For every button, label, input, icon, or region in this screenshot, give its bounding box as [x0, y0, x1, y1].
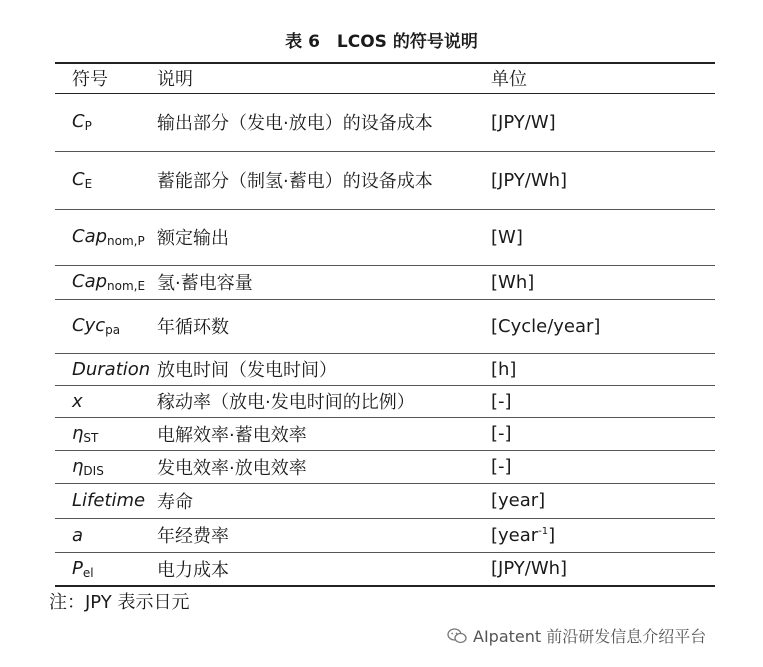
unit-cell: [-]	[491, 390, 512, 412]
header-unit: 单位	[491, 63, 715, 93]
table-row	[55, 518, 715, 552]
table-row	[55, 450, 715, 483]
table-row	[55, 209, 715, 265]
unit-cell: [W]	[491, 226, 523, 248]
description-cell: 输出部分（发电·放电）的设备成本	[157, 113, 433, 134]
symbol-cell: x	[72, 390, 83, 412]
unit-cell: [h]	[491, 358, 517, 380]
symbol-cell: Duration	[72, 358, 151, 380]
description-cell: 额定输出	[157, 228, 229, 249]
symbol-cell: Lifetime	[72, 490, 146, 511]
symbol-cell: CE	[72, 169, 93, 191]
description-cell: 寿命	[157, 491, 193, 513]
symbol-cell: Pel	[72, 557, 94, 580]
symbol-cell: ηDIS	[72, 455, 104, 478]
unit-cell: [JPY/Wh]	[491, 169, 568, 191]
watermark	[447, 624, 706, 647]
table-header-row	[55, 63, 715, 93]
description-cell: 稼动率（放电·发电时间的比例）	[157, 392, 415, 413]
header-symbol: 符号	[55, 63, 157, 93]
unit-cell: [Wh]	[491, 271, 535, 293]
wechat-icon	[447, 628, 467, 644]
symbol-cell: CP	[72, 111, 92, 133]
unit-cell: [year]	[491, 490, 546, 511]
symbol-cell: Capnom,E	[72, 271, 146, 293]
table-row	[55, 385, 715, 417]
description-cell: 电力成本	[157, 559, 229, 581]
description-cell: 放电时间（发电时间）	[157, 360, 337, 381]
table-row	[55, 552, 715, 586]
symbol-cell: a	[72, 524, 84, 546]
table-row	[55, 151, 715, 209]
watermark-text: AIpatent 前沿研发信息介绍平台	[473, 627, 707, 646]
table-note: 注：JPY 表示日元	[49, 592, 190, 613]
symbol-table	[55, 62, 715, 587]
unit-cell: [-]	[491, 456, 512, 477]
unit-cell: [JPY/W]	[491, 111, 556, 133]
description-cell: 年经费率	[157, 526, 229, 547]
symbol-cell: ηST	[72, 422, 99, 445]
header-description: 说明	[157, 63, 491, 93]
description-cell: 年循环数	[157, 317, 229, 338]
description-cell: 电解效率·蓄电效率	[157, 424, 307, 446]
table-row	[55, 483, 715, 518]
table-row	[55, 93, 715, 151]
table-row	[55, 353, 715, 385]
table-title: 表 6 LCOS 的符号说明	[285, 32, 478, 52]
symbol-cell: Capnom,P	[72, 226, 145, 248]
description-cell: 氢·蓄电容量	[157, 273, 253, 294]
table-row	[55, 299, 715, 353]
description-cell: 发电效率·放电效率	[157, 457, 307, 479]
table-row	[55, 417, 715, 450]
table-row	[55, 265, 715, 299]
unit-cell: [Cycle/year]	[491, 315, 601, 337]
unit-cell: [year$^{-1}$]	[491, 524, 556, 546]
unit-cell: [JPY/Wh]	[491, 558, 568, 580]
description-cell: 蓄能部分（制氢·蓄电）的设备成本	[157, 171, 433, 192]
unit-cell: [-]	[491, 423, 512, 444]
symbol-cell: Cycpa	[72, 315, 121, 337]
